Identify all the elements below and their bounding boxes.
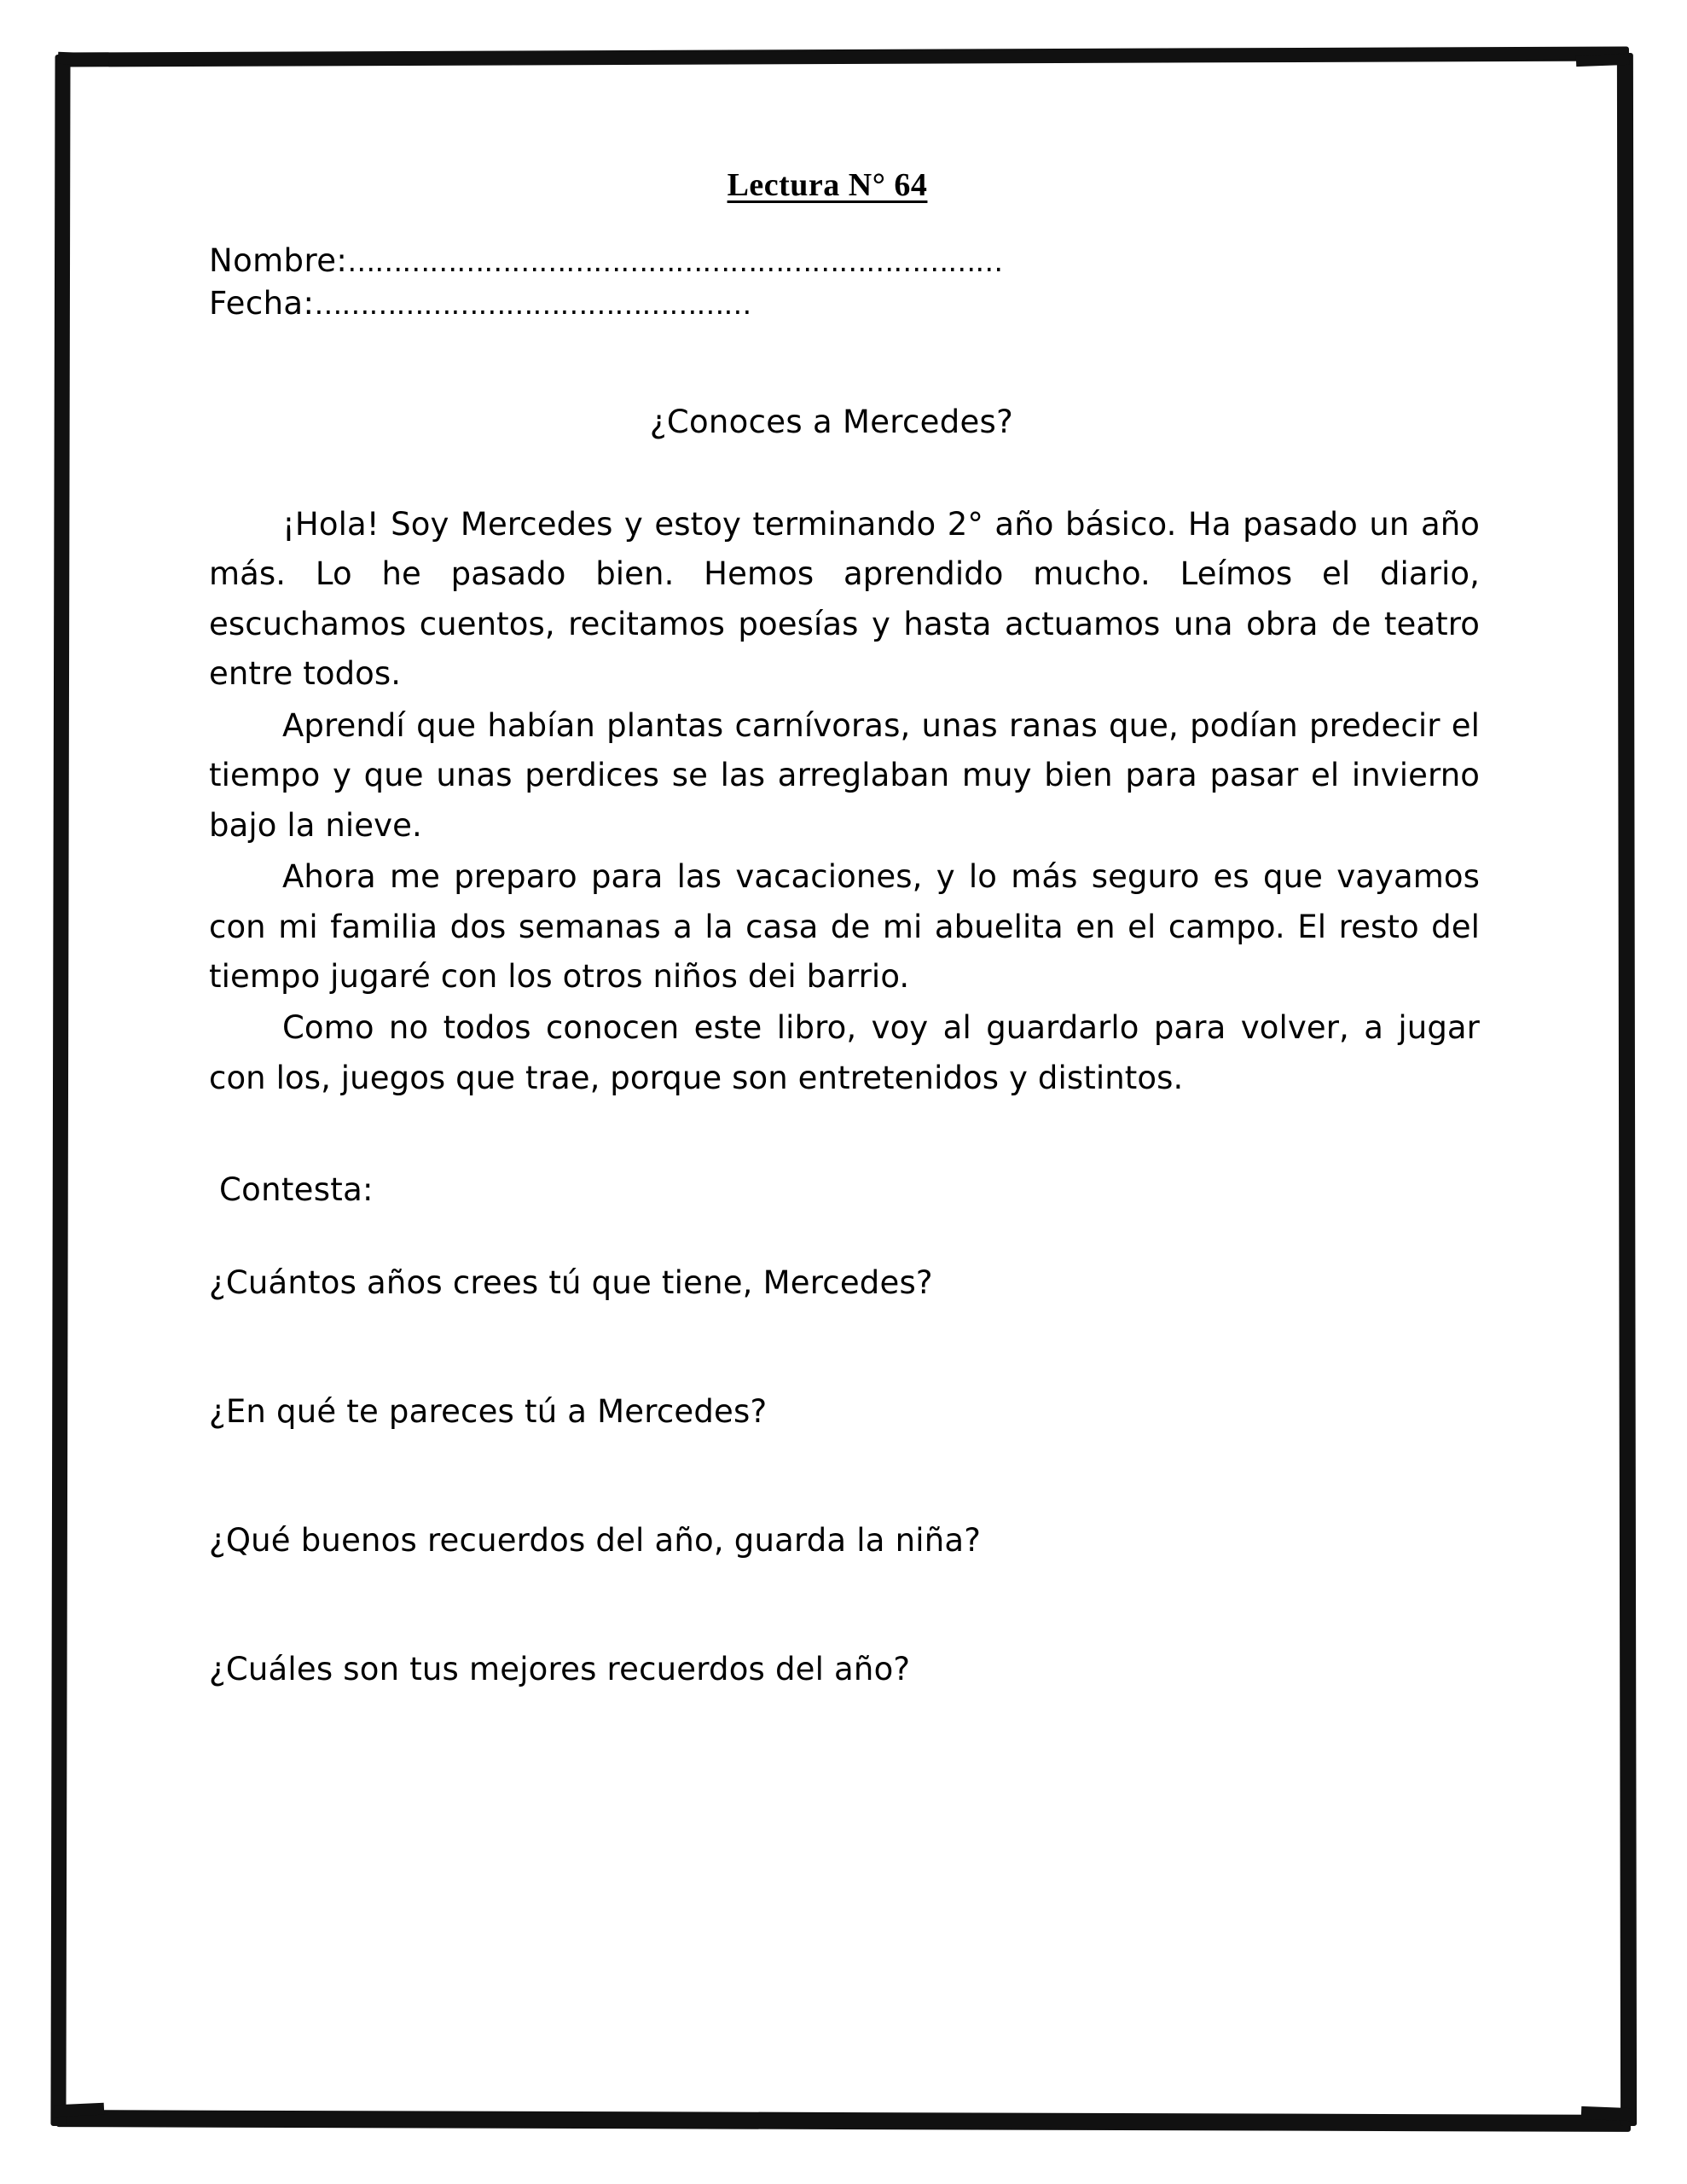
date-field-label: Fecha: — [209, 284, 315, 322]
question-1: ¿Cuántos años crees tú que tiene, Mercedes? — [209, 1264, 933, 1302]
paragraph-2: Aprendí que habían plantas carnívoras, unas ranas que, podían predecir el tiempo y que unas perdices se las arreglaban muy bien para pasar el invierno bajo la nieve. — [209, 706, 1480, 844]
name-field-dots[interactable]: ……………………………………………………………… — [347, 245, 1003, 278]
question-2: ¿En qué te pareces tú a Mercedes? — [209, 1393, 768, 1431]
border-corner-bottom-right — [1581, 2106, 1632, 2121]
question-3: ¿Qué buenos recuerdos del año, guarda la niña? — [209, 1522, 982, 1560]
reading-subtitle: ¿Conoces a Mercedes? — [649, 403, 1014, 440]
border-right — [1617, 53, 1637, 2126]
reading-body — [209, 500, 1480, 1103]
name-field-line — [209, 240, 1480, 282]
paragraph-4: Como no todos conocen este libro, voy al guardarlo para volver, a jugar con los, juegos que trae, porque son entretenidos y distintos. — [209, 1009, 1480, 1096]
border-left — [50, 55, 70, 2126]
name-field-label: Nombre: — [209, 242, 348, 279]
border-bottom — [56, 2110, 1631, 2132]
border-corner-top-left — [58, 52, 110, 67]
paragraph-1: ¡Hola! Soy Mercedes y estoy terminando 2° año básico. Ha pasado un año más. Lo he pasado bien. Hemos aprendido mucho. Leímos el diario, escuchamos cuentos, recitamos poesías y hasta actuamos una obra de teatro entre todos. — [209, 505, 1480, 693]
border-top — [60, 46, 1629, 67]
paragraph-3: Ahora me preparo para las vacaciones, y lo más seguro es que vayamos con mi familia dos semanas a la casa de mi abuelita en el campo. El resto del tiempo jugaré con los otros niños dei barrio. — [209, 858, 1480, 995]
question-list — [209, 1264, 1480, 1687]
document-content — [209, 166, 1480, 1687]
answer-prompt: Contesta: — [219, 1171, 374, 1209]
page-title: Lectura N° 64 — [727, 167, 928, 203]
date-field-line — [209, 282, 1480, 325]
question-4: ¿Cuáles son tus mejores recuerdos del año? — [209, 1651, 911, 1688]
border-corner-bottom-left — [55, 2103, 105, 2117]
border-corner-top-right — [1576, 54, 1629, 67]
date-field-dots[interactable]: ………………………………………… — [314, 287, 751, 321]
